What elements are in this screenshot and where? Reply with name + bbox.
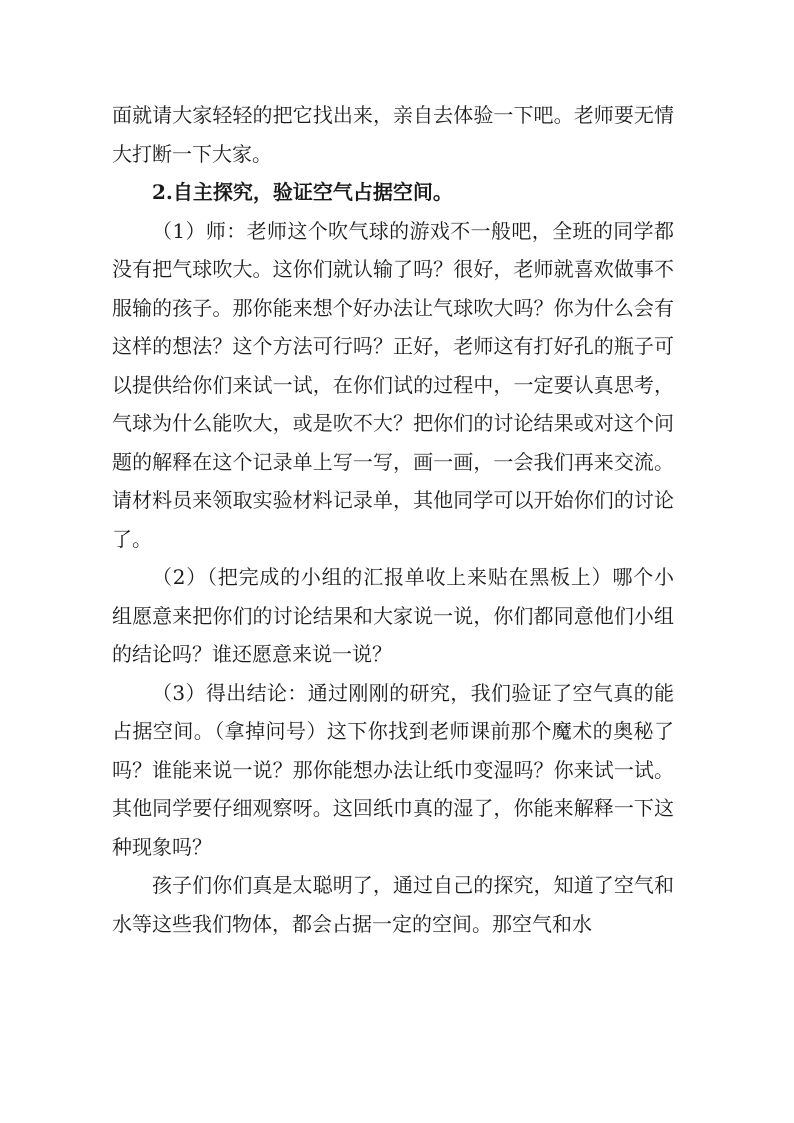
document-body — [112, 96, 674, 943]
paragraph-step-2: （2）（把完成的小组的汇报单收上来贴在黑板上）哪个小组愿意来把你们的讨论结果和大家说一说，你们都同意他们小组的结论吗？谁还愿意来说一说？ — [112, 565, 674, 666]
paragraph-continuation: 面就请大家轻轻的把它找出来，亲自去体验一下吧。老师要无情大打断一下大家。 — [112, 103, 674, 166]
paragraph-step-1: （1）师：老师这个吹气球的游戏不一般吧，全班的同学都没有把气球吹大。这你们就认输了吗？很好，老师就喜欢做事不服输的孩子。那你能来想个好办法让气球吹大吗？你为什么会有这样的想法？这个方法可行吗？正好，老师这有打好孔的瓶子可以提供给你们来试一试，在你们试的过程中，一定要认真思考，气球为什么能吹大，或是吹不大？把你们的讨论结果或对这个问题的解释在这个记录单上写一写，画一画，一会我们再来交流。请材料员来领取实验材料记录单，其他同学可以开始你们的讨论了。 — [112, 218, 674, 551]
section-heading: 2.自主探究，验证空气占据空间。 — [152, 180, 453, 204]
paragraph-summary: 孩子们你们真是太聪明了，通过自己的探究，知道了空气和水等这些我们物体，都会占据一定的空间。那空气和水 — [112, 873, 674, 936]
paragraph-step-3: （3）得出结论：通过刚刚的研究，我们验证了空气真的能占据空间。（拿掉问号）这下你找到老师课前那个魔术的奥秘了吗？谁能来说一说？那你能想办法让纸巾变湿吗？你来试一试。其他同学要仔细观察呀。这回纸巾真的湿了，你能来解释一下这种现象吗？ — [112, 680, 674, 859]
